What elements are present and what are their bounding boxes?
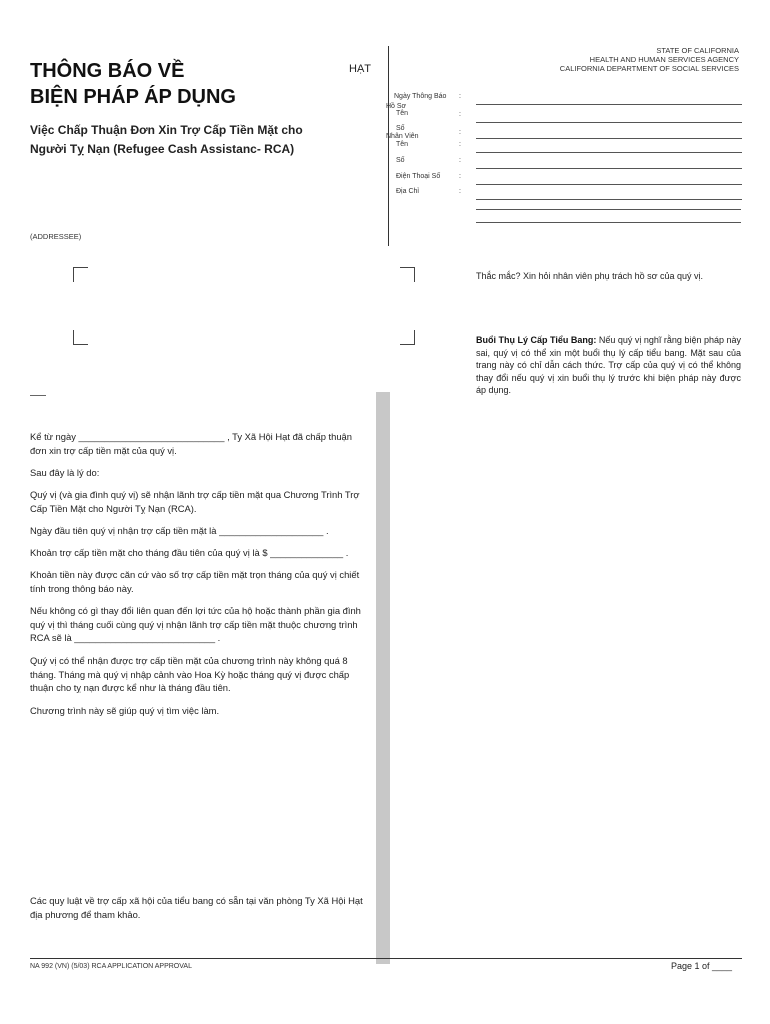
- body-paragraph: Khoản tiền này được căn cứ vào số trợ cấp tiền mặt trọn tháng của quý vị chiết tính trong thông báo này.: [30, 569, 360, 594]
- field-worker-number: Số Nhân Viên :: [386, 125, 742, 137]
- field-case-name: Hồ Sơ Tên :: [386, 103, 742, 115]
- field-line[interactable]: [476, 199, 742, 200]
- address-window-corner: [73, 330, 88, 345]
- address-line-2[interactable]: [476, 209, 741, 210]
- form-id: NA 992 (VN) (5/03) RCA APPLICATION APPROVAL: [30, 963, 192, 970]
- state-hearing-text: [476, 334, 741, 397]
- field-line[interactable]: [476, 184, 742, 185]
- field-label: Hồ Sơ: [386, 103, 407, 110]
- page-number: Page 1 of ____: [670, 961, 732, 971]
- field-number: Số :: [386, 157, 742, 169]
- title-line-2: BIỆN PHÁP ÁP DỤNG: [30, 86, 236, 108]
- field-address: Địa Chỉ :: [386, 188, 742, 200]
- body-paragraph: Quý vị (và gia đình quý vị) sẽ nhận lãnh trợ cấp tiền mặt qua Chương Trình Trợ Cấp Tiền Mặt cho Người Tỵ Nạn (RCA).: [30, 489, 360, 514]
- body-paragraph: Quý vị có thể nhận được trợ cấp tiền mặt của chương trình này không quá 8 tháng. Tháng mà quý vị nhập cảnh vào Hoa Kỳ hoặc tháng quý vị được chấp thuận cho tỵ nạn được kể như là tháng đầu tiên.: [30, 655, 350, 693]
- body-paragraph: Chương trình này sẽ giúp quý vị tìm việc làm.: [30, 705, 220, 716]
- field-phone: Điện Thoại Số :: [386, 173, 742, 185]
- footer-rule: [30, 958, 742, 959]
- page-title: [30, 58, 330, 110]
- address-window-corner: [400, 267, 415, 282]
- body-paragraph: Sau đây là lý do:: [30, 467, 100, 478]
- field-label: Nhân Viên: [386, 133, 419, 140]
- field-label: Tên: [396, 110, 409, 117]
- field-label: Tên: [396, 141, 409, 148]
- address-line-3[interactable]: [476, 222, 741, 223]
- body-paragraph: Ngày đầu tiên quý vị nhận trợ cấp tiền mặt là ____________________ .: [30, 525, 329, 536]
- field-worker-name: Tên :: [386, 141, 742, 153]
- field-line[interactable]: [476, 138, 742, 139]
- body-paragraph: Các quy luật về trợ cấp xã hội của tiểu bang có sẵn tại văn phòng Ty Xã Hội Hạt địa phương để tham khảo.: [30, 895, 363, 920]
- field-label: Địa Chỉ: [396, 188, 419, 195]
- field-label: Số: [396, 157, 405, 164]
- addressee-label: (ADDRESSEE): [30, 232, 82, 241]
- field-line[interactable]: [476, 122, 742, 123]
- questions-text: Thắc mắc? Xin hỏi nhân viên phụ trách hồ sơ của quý vị.: [476, 271, 704, 281]
- field-label: Điện Thoại Số: [396, 173, 441, 180]
- subtitle-line-1: Việc Chấp Thuận Đơn Xin Trợ Cấp Tiền Mặt cho: [30, 123, 303, 137]
- state-hearing-heading: Buổi Thụ Lý Cấp Tiểu Bang:: [476, 335, 597, 345]
- agency-line-3: CALIFORNIA DEPARTMENT OF SOCIAL SERVICES: [559, 64, 739, 73]
- field-line[interactable]: [476, 152, 742, 153]
- agency-block: [560, 46, 739, 73]
- page-subtitle: [30, 121, 350, 159]
- body-paragraph: Nếu không có gì thay đổi liên quan đến lợi tức của hộ hoặc thành phần gia đình quý vị thì tháng cuối cùng quý vị nhận lãnh trợ cấp tiền mặt thuộc chương trình RCA sẽ là ___________________________ .: [30, 605, 361, 643]
- field-notice-date: Ngày Thông Báo :: [386, 93, 742, 105]
- address-window-corner: [400, 330, 415, 345]
- field-line[interactable]: [476, 168, 742, 169]
- agency-line-2: HEALTH AND HUMAN SERVICES AGENCY: [589, 55, 739, 64]
- gray-margin-band: [376, 392, 390, 964]
- body-paragraph: Kể từ ngày ____________________________ , Ty Xã Hội Hạt đã chấp thuận đơn xin trợ cấp tiền mặt của quý vị.: [30, 431, 352, 456]
- fold-mark: [30, 395, 46, 396]
- field-label: Ngày Thông Báo: [394, 93, 447, 100]
- state-hearing-body: Nếu quý vị nghĩ rằng biện pháp này sai, quý vị có thể xin một buổi thụ lý cấp tiểu bang. Mặt sau của trang này có chỉ dẫn cách thức. Trợ cấp của quý vị có thể không thay đổi nếu quý vị xin buổi thụ lý trước khi biện pháp này được áp dụng.: [476, 335, 741, 395]
- agency-line-1: STATE OF CALIFORNIA: [656, 46, 739, 55]
- title-line-1: THÔNG BÁO VỀ: [30, 60, 185, 82]
- county-label: HẠT: [349, 63, 371, 75]
- address-window-corner: [73, 267, 88, 282]
- subtitle-line-2: Người Tỵ Nạn (Refugee Cash Assistanc- RCA): [30, 142, 295, 156]
- body-paragraph: Khoản trợ cấp tiền mặt cho tháng đầu tiên của quý vị là $ ______________ .: [30, 547, 349, 558]
- field-label: Số: [396, 125, 405, 132]
